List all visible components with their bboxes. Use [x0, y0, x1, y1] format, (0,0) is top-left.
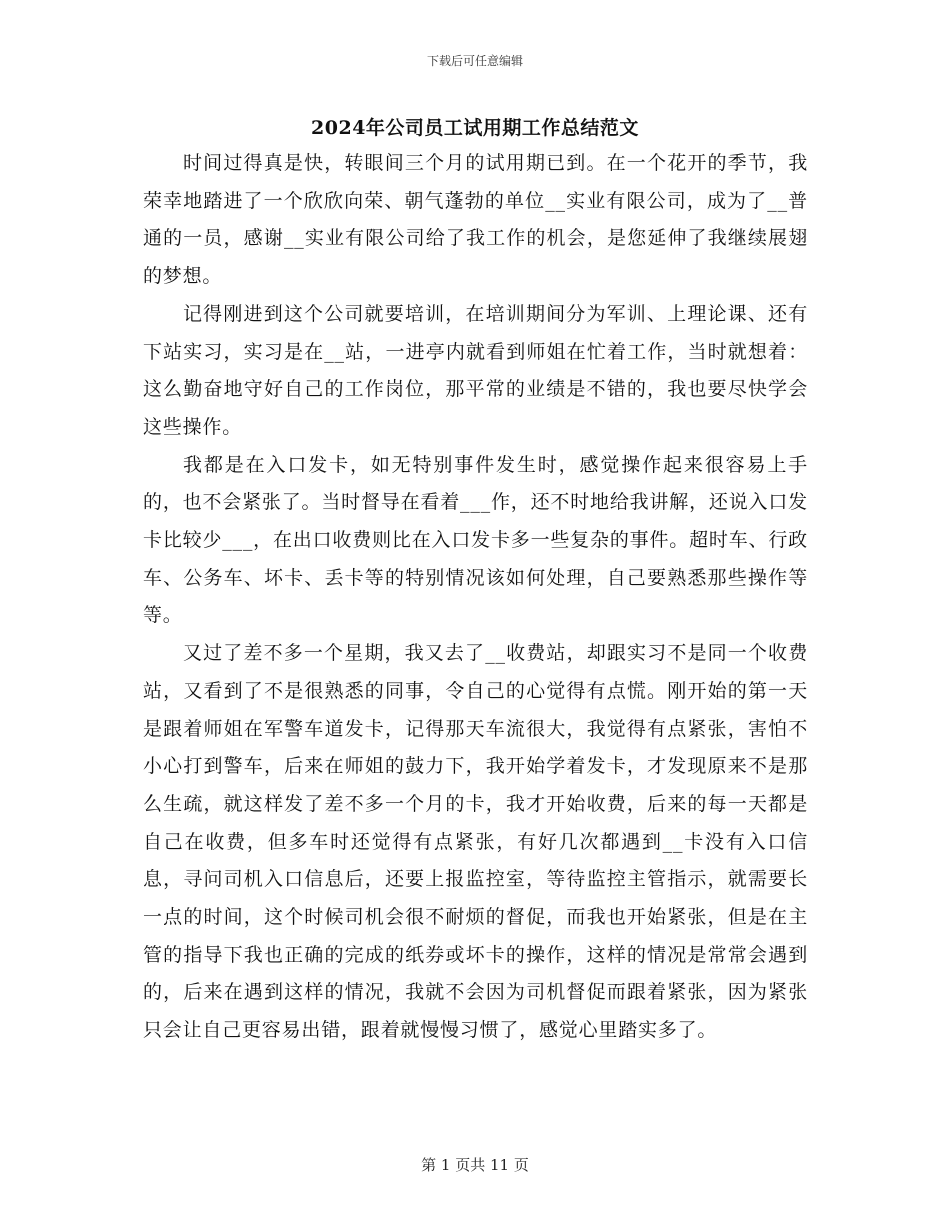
paragraph: 又过了差不多一个星期，我又去了__收费站，却跟实习不是同一个收费站，又看到了不是很熟悉的同事，令自己的心觉得有点慌。刚开始的第一天是跟着师姐在军警车道发卡，记得那天车流很大，我觉得有点紧张，害怕不小心打到警车，后来在师姐的鼓力下，我开始学着发卡，才发现原来不是那么生疏，就这样发了差不多一个月的卡，我才开始收费，后来的每一天都是自己在收费，但多车时还觉得有点紧张，有好几次都遇到__卡没有入口信息，寻问司机入口信息后，还要上报监控室，等待监控主管指示，就需要长一点的时间，这个时候司机会很不耐烦的督促，而我也开始紧张，但是在主管的指导下我也正确的完成的纸券或坏卡的操作，这样的情况是常常会遇到的，后来在遇到这样的情况，我就不会因为司机督促而跟着紧张，因为紧张只会让自己更容易出错，跟着就慢慢习惯了，感觉心里踏实多了。 [143, 642, 808, 1042]
page-number-footer: 第 1 页共 11 页 [421, 1156, 529, 1174]
paragraph: 我都是在入口发卡，如无特别事件发生时，感觉操作起来很容易上手的，也不会紧张了。当时督导在看着___作，还不时地给我讲解，还说入口发卡比较少___，在出口收费则比在入口发卡多一些复杂的事件。超时车、行政车、公务车、坏卡、丢卡等的特别情况该如何处理，自己要熟悉那些操作等等。 [143, 453, 808, 627]
paragraph: 记得刚进到这个公司就要培训，在培训期间分为军训、上理论课、还有下站实习，实习是在__站，一进亭内就看到师姐在忙着工作，当时就想着：这么勤奋地守好自己的工作岗位，那平常的业绩是不错的，我也要尽快学会这些操作。 [143, 302, 808, 438]
paragraph: 时间过得真是快，转眼间三个月的试用期已到。在一个花开的季节，我荣幸地踏进了一个欣欣向荣、朝气蓬勃的单位__实业有限公司，成为了__普通的一员，感谢__实业有限公司给了我工作的机会，是您延伸了我继续展翅的梦想。 [143, 152, 808, 288]
document-body [143, 145, 808, 1050]
page-header-note: 下载后可任意编辑 [426, 54, 523, 68]
document-title: 2024年公司员工试用期工作总结范文 [311, 117, 639, 139]
